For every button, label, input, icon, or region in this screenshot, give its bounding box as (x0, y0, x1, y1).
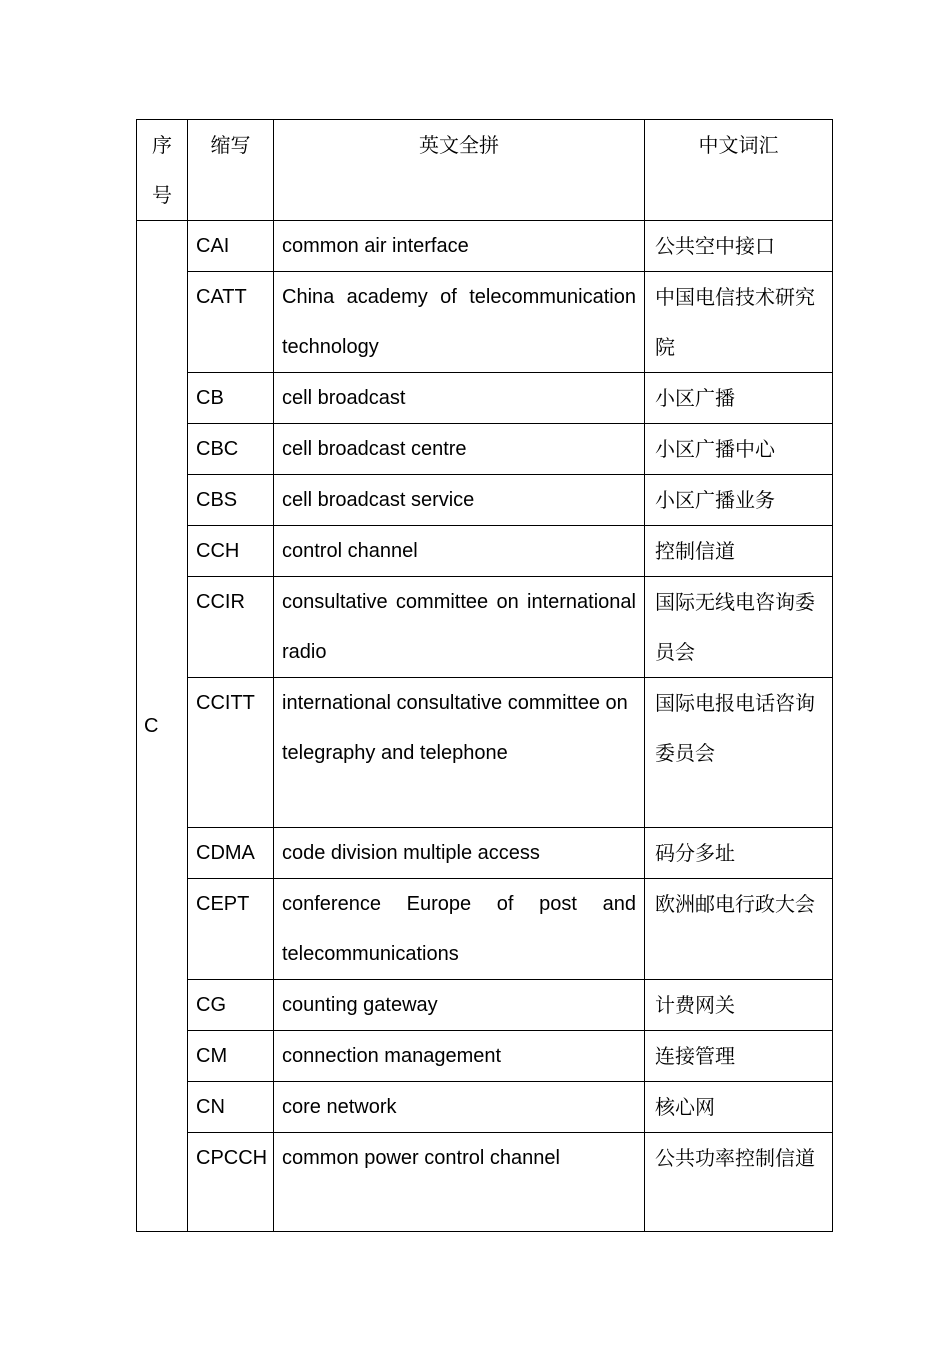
abbr-cell: CBC (188, 424, 274, 475)
english-cell: common air interface (274, 221, 645, 272)
chinese-cell: 小区广播 (645, 373, 833, 424)
english-cell: core network (274, 1082, 645, 1133)
header-seq-line2: 号 (152, 183, 172, 207)
english-cell: China academy of telecommunication technology (274, 272, 645, 373)
table-row (137, 1082, 833, 1133)
chinese-cell: 计费网关 (645, 980, 833, 1031)
chinese-cell: 国际无线电咨询委员会 (645, 577, 833, 678)
chinese-cell: 公共功率控制信道 (645, 1133, 833, 1232)
chinese-cell: 小区广播业务 (645, 475, 833, 526)
table-row (137, 577, 833, 678)
table-row (137, 1031, 833, 1082)
abbr-cell: CG (188, 980, 274, 1031)
glossary-table (136, 119, 833, 1232)
english-line: international consultative committee on (282, 692, 628, 714)
abbr-cell: CPCCH (188, 1133, 274, 1232)
english-cell: conference Europe of post and telecommunications (274, 879, 645, 980)
chinese-cell: 国际电报电话咨询委员会 (645, 678, 833, 828)
table-row (137, 221, 833, 272)
chinese-cell: 公共空中接口 (645, 221, 833, 272)
table-row (137, 1133, 833, 1232)
chinese-cell: 码分多址 (645, 828, 833, 879)
table-row (137, 980, 833, 1031)
chinese-cell: 控制信道 (645, 526, 833, 577)
table-row (137, 475, 833, 526)
abbr-cell: CAI (188, 221, 274, 272)
english-cell: counting gateway (274, 980, 645, 1031)
chinese-cell: 核心网 (645, 1082, 833, 1133)
table-row (137, 678, 833, 828)
abbr-cell: CEPT (188, 879, 274, 980)
abbr-cell: CN (188, 1082, 274, 1133)
abbr-cell: CATT (188, 272, 274, 373)
table-row (137, 879, 833, 980)
english-line: telegraphy and telephone (282, 742, 508, 764)
header-seq (137, 120, 188, 221)
table-row (137, 373, 833, 424)
english-cell: common power control channel (274, 1133, 645, 1232)
english-cell: cell broadcast (274, 373, 645, 424)
table-row (137, 424, 833, 475)
table-row (137, 526, 833, 577)
abbr-cell: CBS (188, 475, 274, 526)
table-row (137, 272, 833, 373)
header-chinese: 中文词汇 (645, 120, 833, 221)
english-cell: consultative committee on international radio (274, 577, 645, 678)
abbr-cell: CCITT (188, 678, 274, 828)
header-seq-line1: 序 (152, 133, 172, 157)
header-row (137, 120, 833, 221)
english-cell: cell broadcast service (274, 475, 645, 526)
header-abbr: 缩写 (188, 120, 274, 221)
table-row (137, 828, 833, 879)
chinese-cell: 中国电信技术研究院 (645, 272, 833, 373)
abbr-cell: CCH (188, 526, 274, 577)
english-cell: control channel (274, 526, 645, 577)
abbr-cell: CB (188, 373, 274, 424)
english-cell: cell broadcast centre (274, 424, 645, 475)
english-cell: code division multiple access (274, 828, 645, 879)
english-cell (274, 678, 645, 828)
english-cell: connection management (274, 1031, 645, 1082)
header-english: 英文全拼 (274, 120, 645, 221)
abbr-cell: CM (188, 1031, 274, 1082)
group-letter: C (137, 221, 188, 1232)
chinese-cell: 欧洲邮电行政大会 (645, 879, 833, 980)
abbr-cell: CDMA (188, 828, 274, 879)
abbr-cell: CCIR (188, 577, 274, 678)
chinese-cell: 连接管理 (645, 1031, 833, 1082)
chinese-cell: 小区广播中心 (645, 424, 833, 475)
